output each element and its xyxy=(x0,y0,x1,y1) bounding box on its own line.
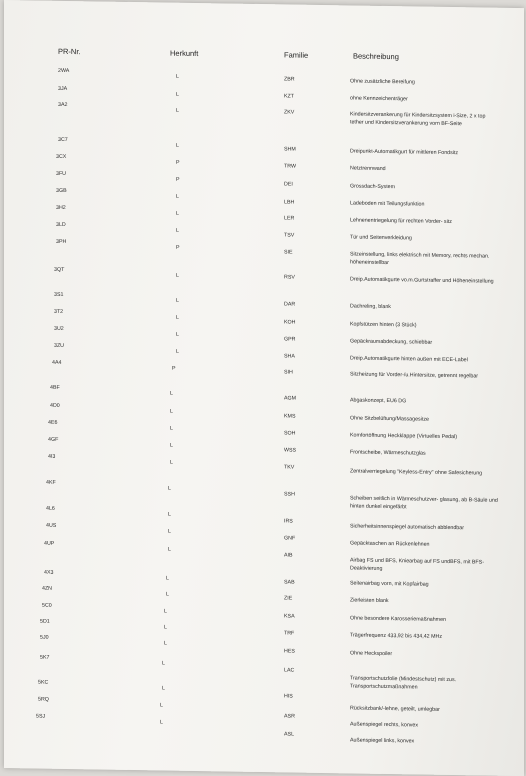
herkunft-cell: L xyxy=(176,73,179,80)
pr-nr-cell: 5SJ xyxy=(36,713,46,720)
pr-nr-cell: 3FU xyxy=(56,170,67,177)
familie-cell: DAR xyxy=(284,301,296,308)
pr-nr-cell: 3A2 xyxy=(58,101,68,108)
herkunft-cell: L xyxy=(164,608,167,615)
beschreibung-cell: Dachreling, blank xyxy=(350,303,391,311)
herkunft-cell: L xyxy=(176,210,179,217)
familie-cell: KZT xyxy=(284,93,295,100)
herkunft-cell: L xyxy=(168,546,171,553)
familie-cell: AGM xyxy=(284,395,297,402)
pr-nr-cell: 4UP xyxy=(44,540,55,547)
herkunft-cell: L xyxy=(168,528,171,535)
herkunft-cell: L xyxy=(170,390,173,397)
familie-cell: ZBR xyxy=(284,76,295,83)
familie-cell: GPR xyxy=(284,336,296,343)
beschreibung-cell: Zierleisten blank xyxy=(350,597,389,605)
familie-cell: WSS xyxy=(284,447,297,454)
familie-cell: HIS xyxy=(284,693,293,700)
familie-cell: TKV xyxy=(284,464,295,471)
pr-nr-cell: 3S1 xyxy=(54,291,64,298)
familie-cell: DEI xyxy=(284,181,293,188)
herkunft-cell: L xyxy=(166,591,169,598)
pr-nr-cell: 3LD xyxy=(56,221,66,228)
pr-nr-cell: 4E6 xyxy=(48,419,58,426)
beschreibung-cell: Transportschutzfolie (Mindestschutz) mit zus. Transportschutzmaßnahmen xyxy=(350,675,457,691)
beschreibung-cell: Kopfstützen hinten (3 Stück) xyxy=(350,321,417,329)
document-sheet xyxy=(4,0,524,776)
beschreibung-cell: Dreipunkt-Automatikgurt für mittleren Fondsitz xyxy=(350,148,459,157)
beschreibung-cell: Lehnenentriegelung für rechten Vorder- sitz xyxy=(350,217,452,226)
herkunft-cell: L xyxy=(166,575,169,582)
pr-nr-cell: 3CX xyxy=(56,153,67,160)
familie-cell: SIH xyxy=(284,369,293,376)
beschreibung-cell: Abgaskonzept, EU6 DG xyxy=(350,397,407,405)
beschreibung-cell: Kindersitzverankerung für Kindersitzsystem i-Size, 2 x top tether und Kindersitzverankerung vorn BF-Seite xyxy=(350,111,486,127)
herkunft-cell: L xyxy=(164,640,167,647)
pr-nr-cell: 3U2 xyxy=(54,325,64,332)
beschreibung-cell: Grossdach-System xyxy=(350,183,396,191)
pr-nr-cell: 5J0 xyxy=(40,634,49,641)
beschreibung-cell: Tür und Seitenverkleidung xyxy=(350,234,412,242)
familie-cell: KMS xyxy=(284,413,296,420)
familie-cell: SSH xyxy=(284,491,295,498)
herkunft-cell: L xyxy=(176,314,179,321)
pr-nr-cell: 4KF xyxy=(46,479,56,486)
beschreibung-cell: Rücksitzbank/-lehne, geteilt, umlegbar xyxy=(350,705,440,713)
pr-nr-cell: 4GF xyxy=(48,436,59,443)
herkunft-cell: L xyxy=(164,624,167,631)
header-beschreibung: Beschreibung xyxy=(353,51,399,62)
beschreibung-cell: Gepäckraumabdeckung, schiebbar xyxy=(350,338,433,346)
header-pr-nr: PR-Nr. xyxy=(58,46,81,57)
herkunft-cell: L xyxy=(176,142,179,149)
pr-nr-cell: 4US xyxy=(46,522,57,529)
beschreibung-cell: Scheiben seitlich in Wärmeschutzver- glasung, ab B-Säule und hinten dunkel eingefärbt xyxy=(350,495,498,510)
beschreibung-cell: Komfortöffnung Heckklappe (Virtuelles Pedal) xyxy=(350,432,457,441)
pr-nr-cell: 4I3 xyxy=(48,453,56,460)
familie-cell: RSV xyxy=(284,274,295,281)
pr-nr-cell: 5RQ xyxy=(38,696,49,703)
pr-nr-cell: 3JA xyxy=(58,85,68,92)
familie-cell: HES xyxy=(284,648,295,655)
familie-cell: ASR xyxy=(284,713,295,720)
familie-cell: LAC xyxy=(284,667,295,674)
beschreibung-cell: Dreip.Automatikgurte vo.m.Gurtstraffer und Höheneinstellung xyxy=(350,276,494,285)
herkunft-cell: L xyxy=(170,408,173,415)
familie-cell: TSV xyxy=(284,232,295,239)
familie-cell: ZIE xyxy=(284,595,293,602)
familie-cell: KOH xyxy=(284,319,296,326)
herkunft-cell: L xyxy=(162,660,165,667)
pr-nr-cell: 3PH xyxy=(56,238,67,245)
herkunft-cell: L xyxy=(176,272,179,279)
pr-nr-cell: 3T2 xyxy=(54,308,64,315)
familie-cell: SHA xyxy=(284,353,295,360)
pr-nr-cell: 4D0 xyxy=(50,402,60,409)
beschreibung-cell: Seitenairbag vorn, mit Kopfairbag xyxy=(350,580,429,588)
herkunft-cell: L xyxy=(160,719,163,726)
familie-cell: ZKV xyxy=(284,109,295,116)
beschreibung-cell: Zentralverriegelung "Keyless-Entry" ohne Safesicherung xyxy=(350,468,483,477)
pr-nr-cell: 3QT xyxy=(54,266,65,273)
beschreibung-cell: Trägerfrequenz 433,92 bis 434,42 MHz xyxy=(350,632,442,640)
beschreibung-cell: Außenspiegel rechts, konvex xyxy=(350,721,419,729)
beschreibung-cell: Ohne Heckspoiler xyxy=(350,650,393,658)
beschreibung-cell: Außenspiegel links, konvex xyxy=(350,737,415,745)
beschreibung-cell: Gepäcktaschen an Rückenlehnen xyxy=(350,540,430,548)
pr-nr-cell: 3H2 xyxy=(56,204,66,211)
familie-cell: LER xyxy=(284,215,295,222)
herkunft-cell: L xyxy=(170,442,173,449)
pr-nr-cell: 3C7 xyxy=(58,136,68,144)
herkunft-cell: L xyxy=(168,511,171,518)
herkunft-cell: P xyxy=(172,365,176,372)
familie-cell: SAB xyxy=(284,579,295,586)
familie-cell: SHM xyxy=(284,146,296,153)
herkunft-cell: P xyxy=(176,159,180,166)
beschreibung-cell: Sitzeinstellung, links elektrisch mit Memory, rechts mechan. höheneinstellbar xyxy=(350,251,490,266)
pr-nr-cell: 3GB xyxy=(56,187,67,194)
pr-nr-cell: 4ZN xyxy=(42,585,53,592)
herkunft-cell: L xyxy=(176,348,179,355)
familie-cell: TRF xyxy=(284,630,295,637)
beschreibung-cell: ohne Kennzeichenträger xyxy=(350,95,408,103)
pr-nr-cell: 3ZU xyxy=(54,342,65,349)
pr-nr-cell: 4L6 xyxy=(46,505,55,512)
herkunft-cell: L xyxy=(168,485,171,492)
familie-cell: GNF xyxy=(284,535,296,542)
beschreibung-cell: Netztrennwand xyxy=(350,165,386,172)
herkunft-cell: L xyxy=(176,331,179,338)
beschreibung-cell: Ladeboden mit Teilungsfunktion xyxy=(350,200,425,208)
herkunft-cell: L xyxy=(176,227,179,234)
beschreibung-cell: Sicherheitsinnenspiegel automatisch abblendbar xyxy=(350,523,464,532)
familie-cell: IRS xyxy=(284,518,293,525)
familie-cell: SOH xyxy=(284,430,296,437)
beschreibung-cell: Ohne besondere Karosseriemaßnahmen xyxy=(350,615,446,623)
herkunft-cell: P xyxy=(176,244,180,251)
beschreibung-cell: Ohne zusätzliche Bereifung xyxy=(350,78,415,86)
herkunft-cell: L xyxy=(176,193,179,200)
pr-nr-cell: 4BF xyxy=(50,384,60,391)
header-familie: Familie xyxy=(284,50,309,60)
herkunft-cell: L xyxy=(176,91,179,98)
pr-nr-cell: 2WA xyxy=(58,67,70,75)
herkunft-cell: L xyxy=(170,425,173,432)
familie-cell: LBH xyxy=(284,199,295,206)
header-herkunft: Herkunft xyxy=(170,48,199,59)
familie-cell: KSA xyxy=(284,613,295,620)
herkunft-cell: P xyxy=(176,176,180,183)
familie-cell: SIE xyxy=(284,249,293,256)
beschreibung-cell: Ohne Sitzbelüftung/Massagesitze xyxy=(350,415,429,423)
herkunft-cell: L xyxy=(176,297,179,304)
beschreibung-cell: Airbag FS und BFS, Kniearbag auf FS undBFS, mit BFS-Deaktivierung xyxy=(350,557,484,572)
herkunft-cell: L xyxy=(170,459,173,466)
familie-cell: AIB xyxy=(284,552,293,559)
pr-nr-cell: 4X3 xyxy=(44,569,54,576)
herkunft-cell: L xyxy=(160,702,163,709)
beschreibung-cell: Sitzheizung für Vorder-/u.Hintersitze, getrennt regelbar xyxy=(350,371,479,380)
herkunft-cell: L xyxy=(162,685,165,692)
pr-nr-cell: 5C0 xyxy=(42,602,52,609)
pr-nr-cell: 5D1 xyxy=(40,618,50,625)
beschreibung-cell: Frontscheibe, Wärmeschutzglas xyxy=(350,449,426,457)
pr-nr-cell: 5KC xyxy=(38,679,49,686)
pr-nr-cell: 4A4 xyxy=(52,359,62,366)
familie-cell: ASL xyxy=(284,731,295,738)
pr-nr-cell: 5K7 xyxy=(40,654,50,661)
familie-cell: TRW xyxy=(284,163,296,170)
herkunft-cell: L xyxy=(176,107,179,114)
beschreibung-cell: Dreip.Automatikgurte hinten außen mit ECE-Label xyxy=(350,355,468,364)
